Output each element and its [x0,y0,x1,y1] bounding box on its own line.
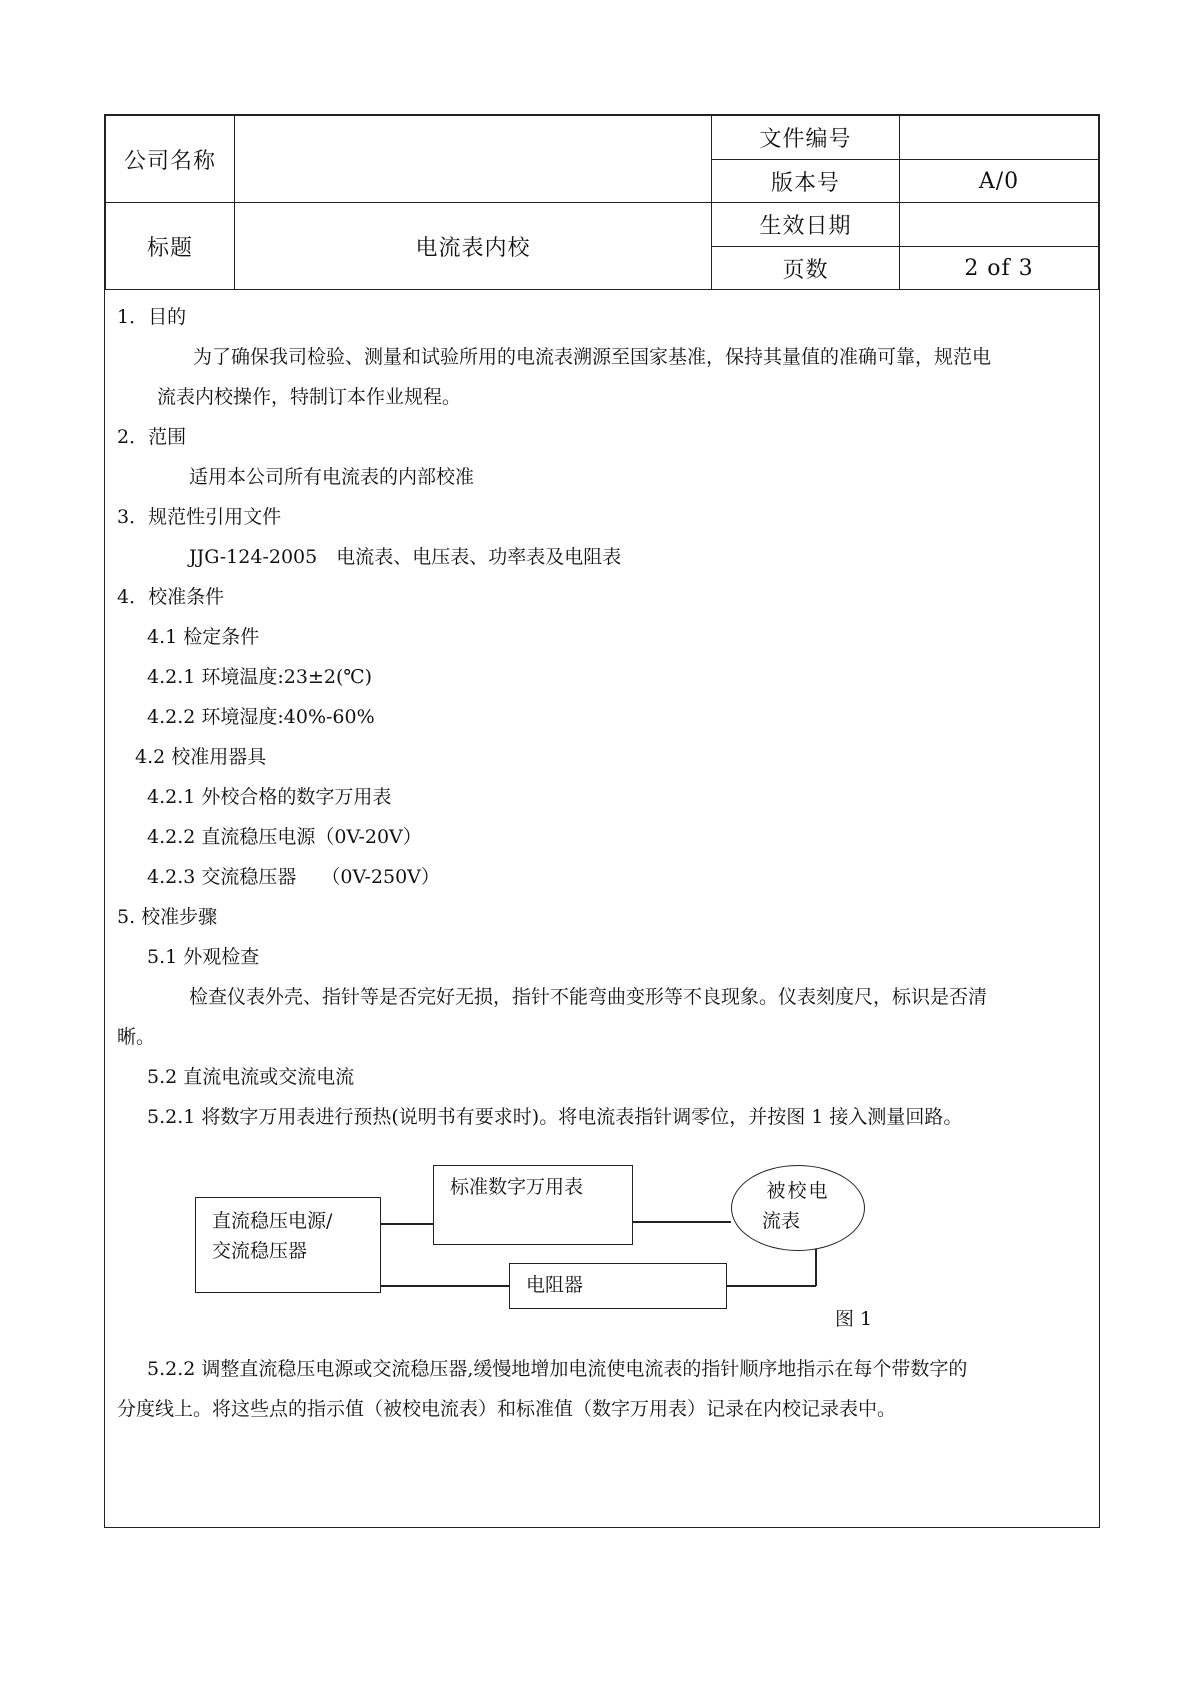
wire-meter-dut [631,1221,731,1223]
doc-no-value-cell [899,115,1099,160]
resistor-label: 电阻器 [526,1274,584,1296]
version-value-cell [899,159,1099,203]
effective-label: 生效日期 [759,214,852,239]
effective-value-cell [899,202,1099,247]
dut-line-1: 被校电 [766,1180,830,1202]
pages-value: 2 of 3 [964,255,1034,281]
document-sheet [104,114,1100,1528]
title-value: 电流表内校 [415,235,531,261]
power-supply-box [195,1197,381,1293]
wire-dut-down [815,1249,817,1286]
circuit-diagram [105,1165,1099,1335]
title-label-cell [105,202,235,290]
pages-value-cell [899,246,1099,290]
section-4-2-1: 4.2.1 外校合格的数字万用表 [147,786,392,808]
section-4-2-3: 4.2.3 交流稳压器 （0V-250V） [147,866,440,888]
standard-meter-label: 标准数字万用表 [450,1176,584,1198]
company-label: 公司名称 [123,148,216,174]
wire-dut-resistor [725,1285,816,1287]
section-5-2-1: 5.2.1 将数字万用表进行预热(说明书有要求时)。将电流表指针调零位，并按图 1 接入测量回路。 [147,1106,963,1128]
doc-no-label-cell [711,115,900,160]
title-value-cell [234,202,712,290]
company-value-cell [234,115,712,203]
power-supply-line-1: 直流稳压电源/ [212,1210,333,1232]
section-4-1-2: 4.2.2 环境湿度:40%-60% [147,706,375,728]
section-5-1: 5.1 外观检查 [147,946,260,968]
version-value: A/0 [978,168,1020,194]
wire-power-resistor [379,1285,509,1287]
standard-meter-box [433,1165,633,1245]
section-5-1-text-2: 晰。 [117,1026,156,1048]
doc-no-label: 文件编号 [759,127,852,152]
company-label-cell [105,115,235,203]
section-2-text: 适用本公司所有电流表的内部校准 [189,466,475,488]
section-4-title: 4．校准条件 [117,586,225,608]
section-4-2: 4.2 校准用器具 [135,746,267,768]
section-4-1: 4.1 检定条件 [147,626,260,648]
figure-caption: 图 1 [835,1308,873,1330]
title-label: 标题 [146,235,193,261]
section-5-2-2-b: 分度线上。将这些点的指示值（被校电流表）和标准值（数字万用表）记录在内校记录表中。 [117,1398,897,1420]
version-label-cell [711,159,900,203]
effective-label-cell [711,202,900,247]
pages-label-cell [711,246,900,290]
dut-line-2: 流表 [762,1210,801,1232]
section-4-1-1: 4.2.1 环境温度:23±2(℃) [147,666,373,688]
section-2-title: 2．范围 [117,426,187,448]
section-5-2: 5.2 直流电流或交流电流 [147,1066,355,1088]
section-1-text-1: 为了确保我司检验、测量和试验所用的电流表溯源至国家基准，保持其量值的准确可靠，规范电 [193,346,992,368]
section-3-title: 3．规范性引用文件 [117,506,282,528]
power-supply-line-2: 交流稳压器 [212,1240,308,1262]
pages-label: 页数 [782,257,829,283]
resistor-box [509,1263,727,1309]
section-5-2-2-a: 5.2.2 调整直流稳压电源或交流稳压器,缓慢地增加电流使电流表的指针顺序地指示在每个带数字的 [147,1358,968,1380]
section-1-title: 1．目的 [117,306,187,328]
section-4-2-2: 4.2.2 直流稳压电源（0V-20V） [147,826,422,848]
section-5-1-text-1: 检查仪表外壳、指针等是否完好无损，指针不能弯曲变形等不良现象。仪表刻度尺，标识是否清 [189,986,988,1008]
section-5-title: 5. 校准步骤 [117,906,218,928]
dut-ammeter-ellipse [731,1165,865,1251]
version-label: 版本号 [770,170,840,196]
section-1-text-2: 流表内校操作，特制订本作业规程。 [157,386,462,408]
wire-power-meter [379,1223,435,1225]
section-3-text: JJG-124-2005 电流表、电压表、功率表及电阻表 [189,546,622,568]
